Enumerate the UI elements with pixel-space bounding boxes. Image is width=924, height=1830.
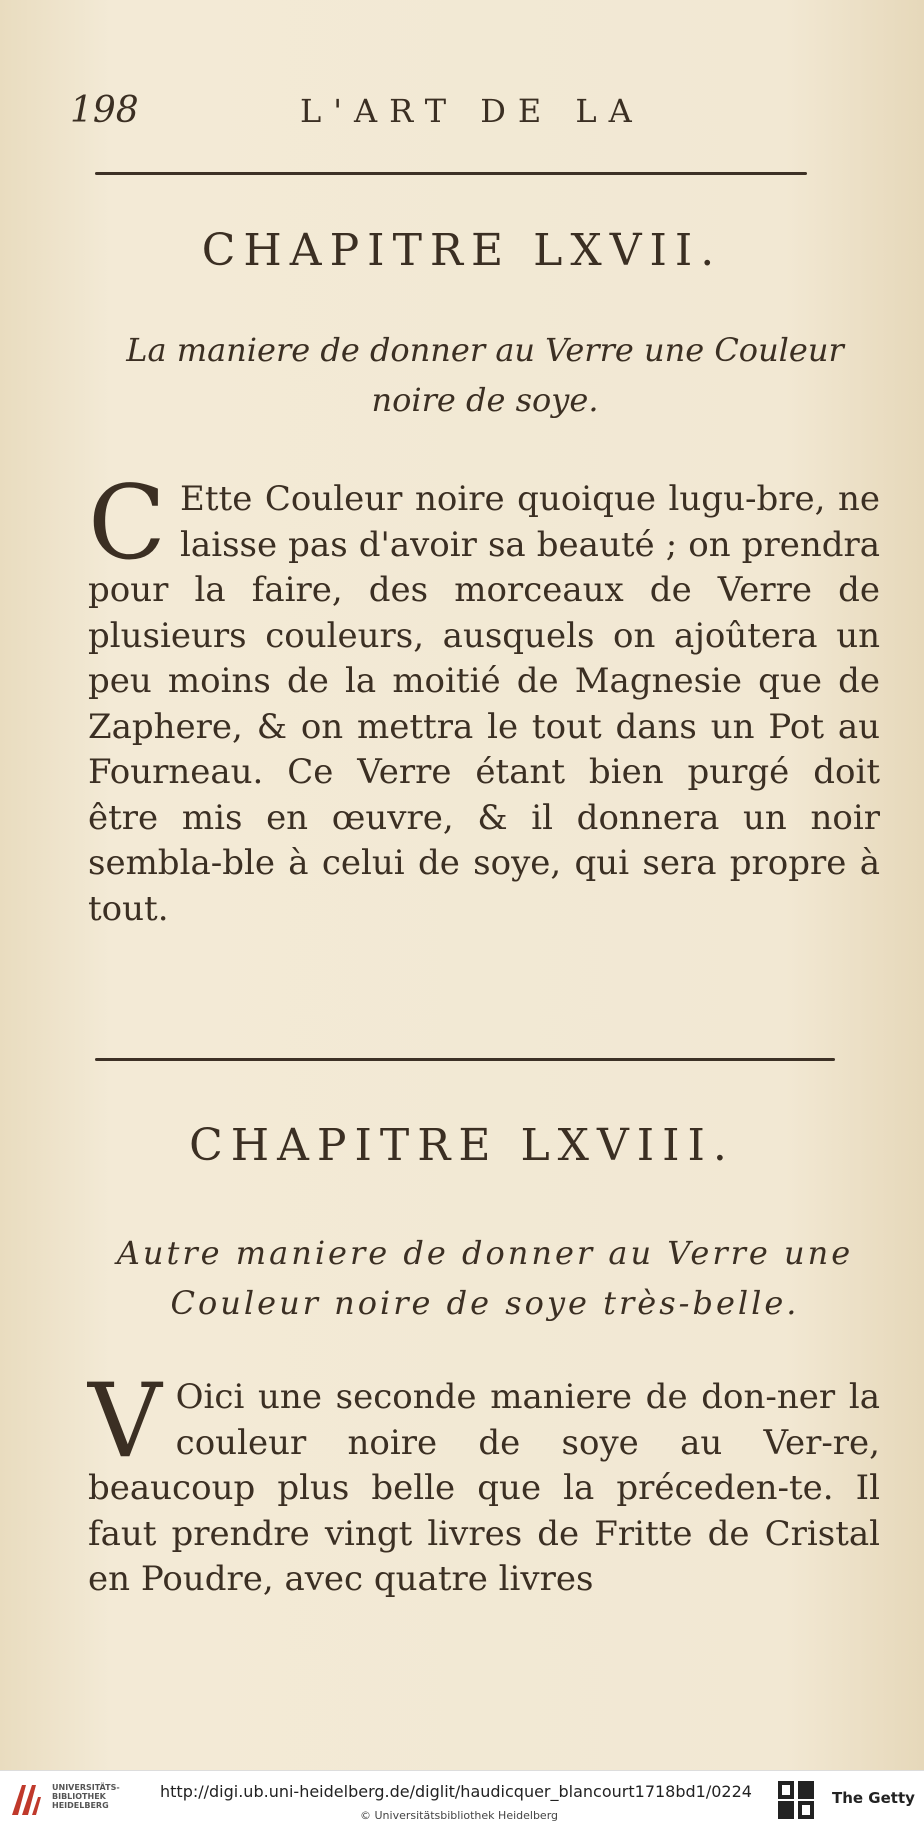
chapter-subtitle — [90, 1228, 880, 1328]
divider-rule — [95, 1058, 835, 1061]
chapter-body — [88, 464, 880, 932]
library-name — [52, 1783, 120, 1810]
copyright-notice: © Universitätsbibliothek Heidelberg — [360, 1809, 559, 1822]
library-name-line: UNIVERSITÄTS- — [52, 1783, 120, 1792]
subtitle-line: La maniere de donner au Verre une Couleur — [126, 331, 844, 369]
divider-rule — [95, 172, 807, 175]
page-number: 198 — [70, 90, 139, 131]
chapter-subtitle — [90, 325, 880, 425]
getty-logo-icon — [776, 1779, 816, 1821]
running-title: L'ART DE LA — [300, 92, 644, 130]
body-paragraph: Ette Couleur noire quoique lugu-bre, ne laisse pas d'avoir sa beauté ; on prendra pour la faire, des morceaux de Verre de plusieurs couleurs, ausquels on ajoûtera un peu moins de la moitié de Magnesie que de Zaphere, & on mettra le tout dans un Pot au Fourneau. Ce Verre étant bien purgé doit être mis en œuvre, & il donnera un noir sembla-ble à celui de soye, qui sera propre à tout. — [88, 479, 880, 929]
subtitle-line: Autre maniere de donner au Verre une — [116, 1234, 854, 1272]
library-name-line: BIBLIOTHEK — [52, 1792, 106, 1801]
drop-cap: V — [88, 1362, 162, 1481]
drop-cap: C — [88, 464, 167, 583]
viewer-footer — [0, 1770, 924, 1830]
chapter-heading: CHAPITRE LXVII. — [201, 225, 723, 276]
body-paragraph: Oici une seconde maniere de don-ner la couleur noire de soye au Ver-re, beaucoup plus belle que la préceden-te. Il faut prendre vingt livres de Fritte de Cristal en Poudre, avec quatre livres — [88, 1377, 880, 1599]
subtitle-line: noire de soye. — [371, 381, 599, 419]
chapter-body — [88, 1362, 880, 1603]
partner-name: The Getty — [832, 1789, 915, 1807]
subtitle-line: Couleur noire de soye très-belle. — [170, 1284, 800, 1322]
permalink-url[interactable]: http://digi.ub.uni-heidelberg.de/diglit/haudicquer_blancourt1718bd1/0224 — [160, 1782, 752, 1801]
university-library-logo-icon — [8, 1781, 44, 1819]
running-head — [70, 90, 850, 140]
chapter-heading: CHAPITRE LXVIII. — [189, 1120, 735, 1171]
library-name-line: HEIDELBERG — [52, 1801, 109, 1810]
